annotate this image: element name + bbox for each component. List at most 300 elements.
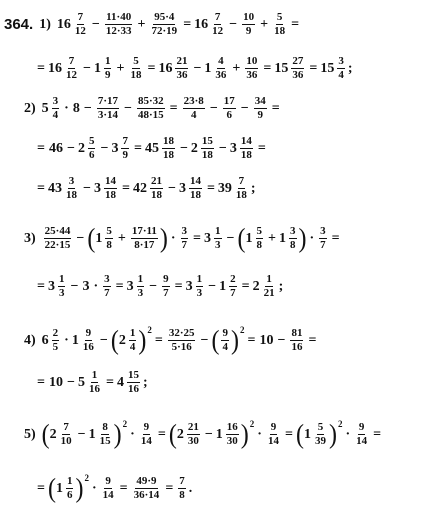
fraction-denominator: 9	[104, 69, 111, 81]
fraction-denominator: 9	[245, 25, 252, 37]
fraction	[211, 12, 224, 37]
parenthesis: )	[138, 325, 147, 356]
math-operator: −	[83, 100, 92, 116]
math-operator: =	[37, 60, 45, 76]
parenthesis: (	[295, 419, 304, 450]
mixed-number-whole: 15	[274, 60, 289, 76]
fraction	[175, 56, 188, 81]
fraction-denominator: 18	[162, 149, 174, 161]
fraction	[104, 56, 112, 81]
math-operator: =	[257, 140, 266, 156]
math-operator: =	[174, 278, 183, 294]
fraction	[82, 328, 95, 353]
math-operator: =	[154, 332, 163, 348]
math-operator: =	[37, 480, 45, 496]
fraction-denominator: 8	[256, 239, 263, 251]
fraction-numerator: 16	[226, 421, 238, 433]
math-operator: =	[121, 180, 130, 196]
math-operator: −	[240, 100, 249, 116]
fraction-denominator: 72·19	[151, 25, 178, 37]
fraction-denominator: 18	[235, 189, 247, 201]
fraction-numerator: 1	[215, 225, 221, 237]
math-operator: −	[77, 426, 86, 442]
math-operator: −	[200, 332, 209, 348]
math-operator: −	[167, 180, 176, 196]
math-line-2	[34, 56, 354, 81]
fraction-numerator: 3	[68, 175, 75, 187]
fraction-numerator: 5	[317, 421, 324, 433]
fraction-numerator: 32·25	[168, 327, 195, 339]
fraction	[105, 12, 133, 37]
parenthesis: )	[113, 419, 122, 450]
fraction	[150, 176, 163, 201]
fraction-denominator: 18	[104, 189, 116, 201]
math-operator: =	[37, 180, 45, 196]
fraction-denominator: 7	[104, 287, 110, 299]
math-operator: −	[124, 100, 132, 116]
math-operator: −	[277, 332, 286, 348]
math-operator: −	[208, 278, 217, 294]
mixed-number-whole: 2	[118, 332, 126, 348]
fraction-numerator: 2	[230, 273, 236, 285]
mixed-number-whole: 5	[41, 100, 49, 116]
math-operator: =	[284, 426, 293, 442]
fraction-numerator: 27	[292, 55, 304, 67]
math-operator: −	[209, 100, 218, 116]
fraction-numerator: 5	[256, 225, 263, 237]
math-operator: =	[133, 140, 142, 156]
fraction-numerator: 1	[58, 273, 65, 285]
expression-line-2	[34, 56, 354, 81]
fraction-denominator: 12	[65, 69, 77, 81]
fraction-denominator: 39	[314, 435, 326, 447]
mixed-number-whole: 1	[71, 332, 79, 348]
fraction	[245, 56, 258, 81]
mixed-number-whole: 3	[47, 278, 55, 294]
part-label-5: 5)	[24, 426, 36, 442]
fraction-denominator: 16	[127, 383, 139, 395]
expression-line-6	[42, 223, 343, 254]
fraction-numerator: 3	[338, 55, 344, 67]
fraction-denominator: 3	[215, 239, 221, 251]
math-operator: ·	[130, 426, 135, 442]
fraction	[88, 136, 96, 161]
math-operator: −	[179, 140, 188, 156]
expression-line-5	[34, 176, 257, 201]
fraction-numerator: 85·32	[137, 95, 164, 107]
mixed-number-whole: 1	[215, 426, 223, 442]
fraction-numerator: 7	[68, 55, 75, 67]
math-operator: ·	[64, 100, 69, 116]
fraction	[240, 136, 253, 161]
fraction	[97, 96, 119, 121]
fraction-denominator: 15	[99, 435, 111, 447]
fraction-denominator: 4	[190, 109, 197, 121]
math-text: 10	[259, 332, 274, 348]
fraction	[290, 328, 303, 353]
fraction-denominator: 18	[189, 189, 201, 201]
mixed-number-whole: 1	[219, 278, 227, 294]
mixed-number-whole: 4	[116, 374, 124, 390]
fraction-denominator: 36	[292, 69, 304, 81]
fraction	[291, 56, 304, 81]
math-operator: +	[116, 60, 125, 76]
math-operator: =	[115, 278, 124, 294]
fraction	[105, 226, 113, 251]
mixed-number-whole: 3	[111, 140, 119, 156]
fraction-numerator: 5	[276, 11, 283, 23]
fraction	[88, 370, 101, 395]
fraction-numerator: 49·9	[136, 475, 157, 487]
fraction-denominator: 5	[52, 341, 59, 353]
fraction-numerator: 15	[201, 135, 213, 147]
fraction-denominator: 48·15	[137, 109, 164, 121]
mixed-number-whole: 45	[144, 140, 159, 156]
fraction-denominator: 8	[179, 489, 185, 501]
math-line-8	[24, 325, 319, 356]
math-operator: =	[193, 230, 202, 246]
fraction-denominator: 12·33	[105, 25, 132, 37]
math-operator: −	[100, 140, 109, 156]
mixed-number-whole: 16	[56, 16, 71, 32]
fraction-denominator: 18	[201, 149, 213, 161]
fraction-numerator: 9	[163, 273, 169, 285]
fraction	[214, 56, 227, 81]
math-operator: =	[331, 230, 340, 246]
fraction-denominator: 8	[290, 239, 296, 251]
math-operator: +	[268, 230, 276, 246]
fraction-numerator: 1	[137, 273, 144, 285]
fraction-numerator: 14	[104, 175, 116, 187]
fraction-numerator: 21	[176, 55, 188, 67]
fraction-denominator: 7	[181, 239, 188, 251]
mixed-number-whole: 1	[245, 230, 253, 246]
fraction-numerator: 9	[85, 327, 92, 339]
fraction-numerator: 17·11	[131, 225, 157, 237]
fraction-denominator: 14	[267, 435, 279, 447]
math-text: ;	[278, 278, 284, 294]
parenthesis: )	[240, 419, 249, 450]
math-operator: ·	[309, 230, 315, 246]
math-text: 3	[82, 278, 90, 294]
parenthesis: (	[47, 473, 56, 504]
fraction-denominator: 9	[257, 109, 264, 121]
math-operator: ·	[345, 426, 351, 442]
fraction	[102, 476, 115, 501]
parenthesis: )	[159, 223, 168, 254]
mixed-number-whole: 1	[55, 480, 63, 496]
math-operator: =	[157, 426, 166, 442]
fraction-numerator: 3	[320, 225, 326, 237]
fraction-numerator: 10	[246, 55, 258, 67]
mixed-number-whole: 2	[49, 426, 57, 442]
math-operator: =	[183, 16, 192, 32]
fraction	[65, 56, 78, 81]
math-line-7	[34, 274, 284, 299]
fraction-denominator: 5·16	[171, 341, 192, 353]
fraction-numerator: 3	[290, 225, 296, 237]
math-text: 8	[72, 100, 80, 116]
math-operator: −	[91, 16, 100, 32]
fraction-numerator: 18	[162, 135, 174, 147]
parenthesis: (	[237, 223, 246, 254]
math-operator: −	[70, 278, 79, 294]
fraction	[267, 422, 280, 447]
fraction-numerator: 8	[102, 421, 108, 433]
part-label-4: 4)	[24, 332, 36, 348]
exponent: 2	[239, 325, 245, 335]
parenthesis: (	[41, 419, 50, 450]
fraction-numerator: 2	[52, 327, 59, 339]
fraction-numerator: 9	[143, 421, 150, 433]
fraction-denominator: 36	[176, 69, 188, 81]
math-operator: −	[66, 140, 75, 156]
fraction-numerator: 14	[189, 175, 201, 187]
mixed-number-whole: 1	[93, 60, 101, 76]
fraction	[137, 96, 165, 121]
fraction	[103, 274, 111, 299]
math-text: ;	[142, 374, 148, 390]
fraction	[129, 328, 137, 353]
mixed-number-whole: 3	[185, 278, 193, 294]
fraction-numerator: 5	[88, 135, 95, 147]
fraction-numerator: 7·17	[97, 95, 118, 107]
math-operator: ·	[91, 480, 97, 496]
fraction-numerator: 5	[106, 225, 112, 237]
fraction	[319, 226, 327, 251]
math-operator: −	[226, 230, 235, 246]
fraction	[223, 96, 236, 121]
fraction	[129, 56, 142, 81]
math-line-10	[24, 419, 384, 450]
fraction-denominator: 18	[65, 189, 77, 201]
fraction-numerator: 5	[133, 55, 139, 67]
math-line-3	[24, 96, 283, 121]
fraction-denominator: 36	[246, 69, 258, 81]
mixed-number-whole: 16	[47, 60, 62, 76]
parenthesis: )	[298, 223, 307, 254]
fraction-denominator: 4	[129, 341, 136, 353]
math-operator: =	[206, 180, 215, 196]
mixed-number-whole: 1	[204, 60, 212, 76]
mixed-number-whole: 43	[47, 180, 62, 196]
mixed-number-whole: 3	[229, 140, 237, 156]
fraction-numerator: 25·44	[44, 225, 71, 237]
fraction-denominator: 36	[215, 69, 227, 81]
fraction	[355, 422, 368, 447]
fraction	[229, 274, 237, 299]
mixed-number-whole: 2	[77, 140, 85, 156]
expression-line-1	[57, 12, 302, 37]
math-text: 46	[48, 140, 63, 156]
fraction	[99, 422, 112, 447]
fraction-denominator: 6	[88, 149, 95, 161]
fraction-denominator: 14	[102, 489, 114, 501]
math-operator: +	[137, 16, 146, 32]
fraction	[74, 12, 87, 37]
math-text: 10	[48, 374, 63, 390]
expression-line-10	[41, 419, 384, 450]
fraction	[137, 274, 145, 299]
fraction-denominator: 18	[130, 69, 142, 81]
fraction-numerator: 4	[218, 55, 224, 67]
math-operator: −	[99, 332, 108, 348]
fraction	[196, 274, 204, 299]
fraction-numerator: 1	[66, 475, 73, 487]
parenthesis: (	[87, 223, 96, 254]
mixed-number-whole: 1	[303, 426, 311, 442]
fraction	[52, 96, 60, 121]
fraction	[168, 328, 196, 353]
math-operator: =	[263, 60, 272, 76]
fraction	[131, 226, 158, 251]
fraction	[121, 136, 129, 161]
fraction	[201, 136, 214, 161]
fraction-denominator: 8·17	[134, 239, 155, 251]
fraction-numerator: 3	[181, 225, 188, 237]
fraction-denominator: 3·14	[97, 109, 118, 121]
fraction	[65, 176, 78, 201]
fraction-denominator: 6	[226, 109, 233, 121]
math-operator: ·	[93, 278, 99, 294]
math-text: ;	[250, 180, 256, 196]
fraction	[221, 328, 229, 353]
math-operator: ·	[170, 230, 176, 246]
fraction	[226, 422, 239, 447]
fraction-denominator: 4	[338, 69, 344, 81]
exponent: 2	[84, 473, 89, 483]
math-operator: −	[66, 374, 75, 390]
mixed-number-whole: 42	[132, 180, 147, 196]
exponent: 2	[147, 325, 152, 335]
fraction	[52, 328, 60, 353]
fraction-numerator: 15	[127, 369, 139, 381]
fraction	[162, 136, 175, 161]
math-operator: =	[37, 374, 45, 390]
fraction-denominator: 16	[82, 341, 94, 353]
fraction-numerator: 7	[122, 135, 128, 147]
mixed-number-whole: 1	[88, 426, 96, 442]
part-label-3: 3)	[24, 230, 36, 246]
math-operator: =	[119, 480, 128, 496]
math-text: ;	[347, 60, 353, 76]
parenthesis: )	[230, 325, 239, 356]
fraction-denominator: 18	[240, 149, 252, 161]
fraction-numerator: 1	[196, 273, 203, 285]
fraction	[60, 422, 73, 447]
mixed-number-whole: 39	[217, 180, 232, 196]
math-operator: −	[193, 60, 202, 76]
fraction-numerator: 7	[77, 11, 84, 23]
fraction-denominator: 30	[187, 435, 199, 447]
part-label-1: 1)	[39, 16, 51, 32]
math-operator: −	[76, 230, 85, 246]
fraction-denominator: 14	[356, 435, 368, 447]
fraction-denominator: 18	[150, 189, 162, 201]
math-operator: =	[105, 374, 114, 390]
math-line-6	[24, 223, 343, 254]
expression-line-8	[41, 325, 320, 356]
fraction	[189, 176, 202, 201]
fraction-numerator: 95·4	[154, 11, 175, 23]
fraction-denominator: 12	[74, 25, 86, 37]
exponent: 2	[249, 419, 255, 429]
fraction-denominator: 12	[212, 25, 224, 37]
fraction-numerator: 23·8	[183, 95, 204, 107]
fraction	[104, 176, 117, 201]
fraction	[214, 226, 222, 251]
mixed-number-whole: 6	[41, 332, 49, 348]
problem-number: 364.	[4, 16, 34, 33]
fraction-numerator: 9	[105, 475, 111, 487]
mixed-number-whole: 3	[93, 180, 101, 196]
fraction	[254, 96, 267, 121]
fraction-numerator: 7	[63, 421, 69, 433]
fraction-denominator: 7	[163, 287, 169, 299]
math-text: .	[188, 480, 193, 496]
math-line-4	[34, 136, 269, 161]
parenthesis: (	[168, 419, 177, 450]
fraction-denominator: 7	[320, 239, 326, 251]
parenthesis: )	[75, 473, 84, 504]
fraction-denominator: 3	[58, 287, 65, 299]
fraction	[263, 274, 276, 299]
fraction-denominator: 3	[196, 287, 203, 299]
part-label-2: 2)	[24, 100, 36, 116]
fraction-denominator: 4	[222, 341, 228, 353]
fraction-numerator: 3	[104, 273, 110, 285]
math-operator: −	[218, 140, 227, 156]
fraction-numerator: 1	[91, 369, 98, 381]
math-operator: ·	[64, 332, 69, 348]
math-operator: −	[204, 426, 213, 442]
exponent: 2	[337, 419, 343, 429]
math-operator: =	[308, 332, 317, 348]
fraction	[181, 226, 189, 251]
mixed-number-whole: 3	[126, 278, 134, 294]
mixed-number-whole: 16	[158, 60, 173, 76]
fraction-denominator: 8	[106, 239, 112, 251]
math-operator: +	[260, 16, 269, 32]
mixed-number-whole: 1	[95, 230, 103, 246]
math-operator: −	[229, 16, 238, 32]
fraction	[242, 12, 255, 37]
fraction-numerator: 9	[358, 421, 365, 433]
math-operator: =	[241, 278, 250, 294]
math-operator: ·	[257, 426, 262, 442]
fraction-numerator: 34	[254, 95, 266, 107]
fraction-numerator: 17	[223, 95, 235, 107]
fraction	[133, 476, 161, 501]
parenthesis: (	[211, 325, 220, 356]
fraction-numerator: 21	[187, 421, 199, 433]
fraction	[314, 422, 327, 447]
math-operator: +	[232, 60, 241, 76]
fraction	[44, 226, 72, 251]
fraction-denominator: 22·15	[44, 239, 71, 251]
exponent: 2	[122, 419, 128, 429]
fraction-numerator: 1	[104, 55, 111, 67]
math-line-11	[34, 473, 193, 504]
mixed-number-whole: 2	[176, 426, 184, 442]
fraction-numerator: 3	[52, 95, 59, 107]
expression-line-11	[34, 473, 193, 504]
fraction	[183, 96, 205, 121]
expression-line-3	[42, 96, 283, 121]
fraction	[178, 476, 186, 501]
mixed-number-whole: 15	[320, 60, 335, 76]
fraction-denominator: 16	[88, 383, 100, 395]
